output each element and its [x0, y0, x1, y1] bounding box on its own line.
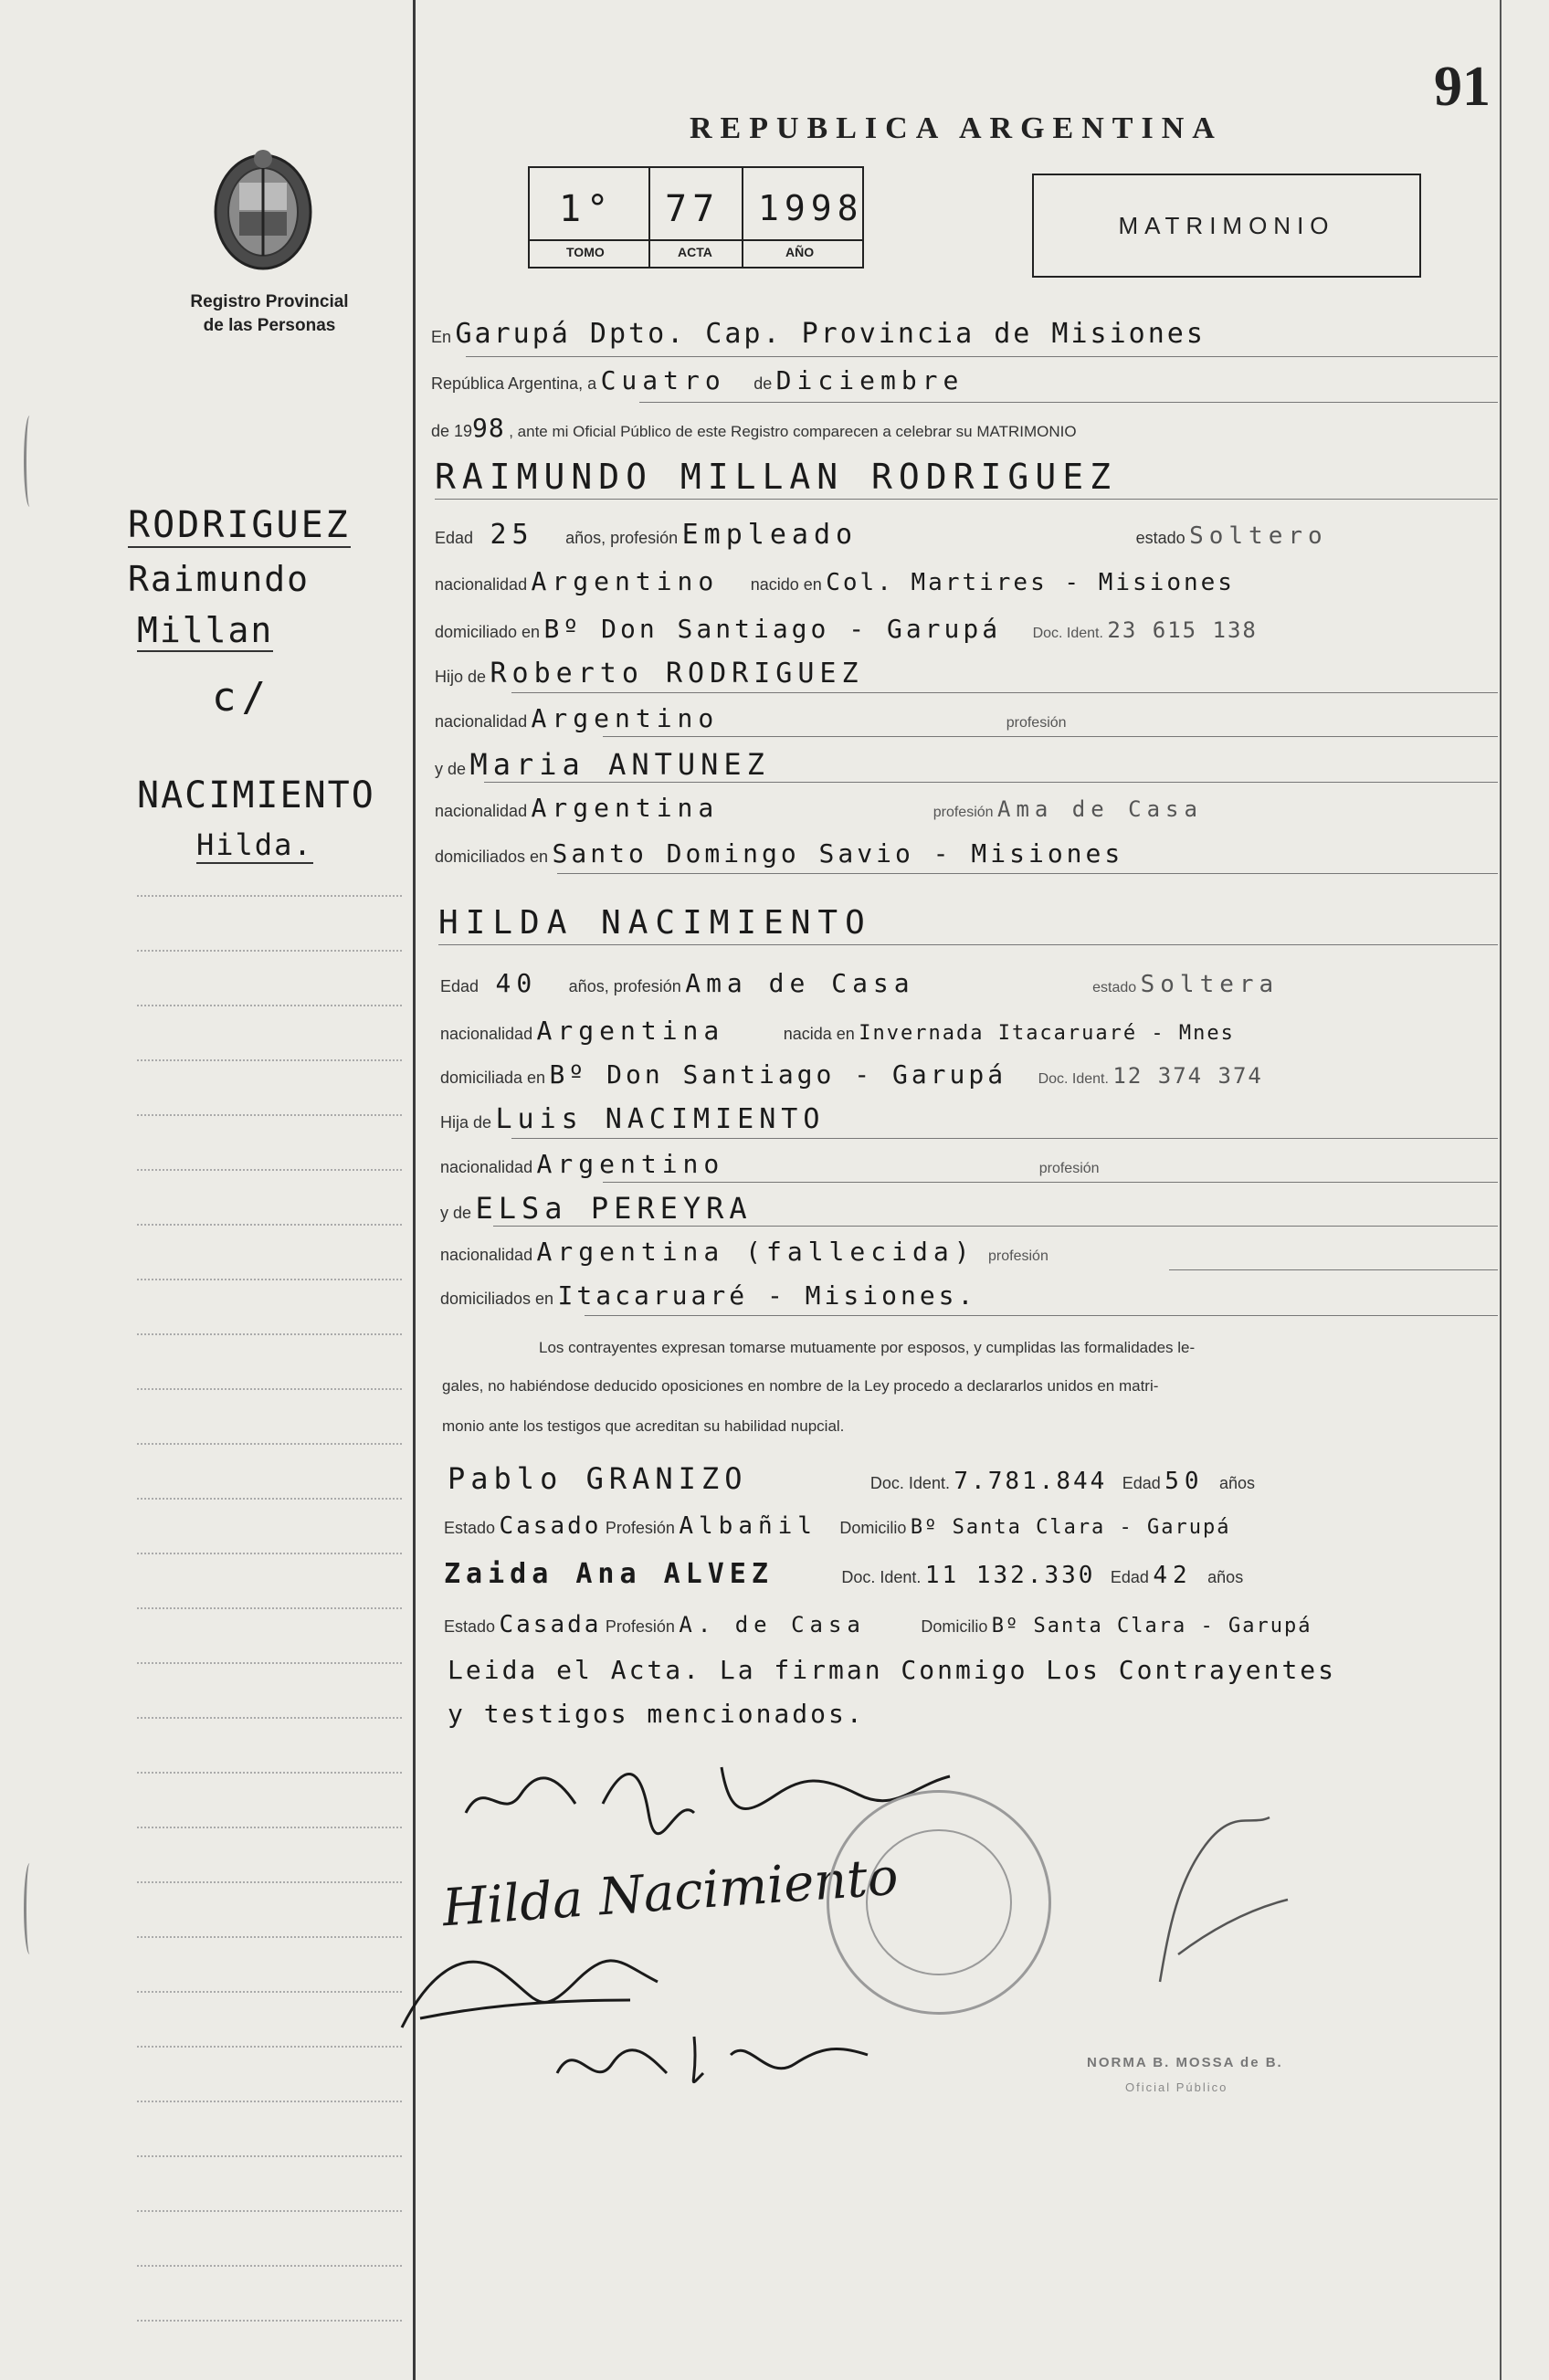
margin-bride-name: Hilda.	[196, 827, 313, 862]
coat-of-arms-icon	[208, 146, 318, 274]
label-en: En	[431, 328, 452, 346]
label-domicilio: domiciliada en	[440, 1069, 546, 1087]
label-nacionalidad: nacionalidad	[435, 802, 528, 820]
bride-row-address	[440, 1059, 1263, 1090]
margin-dotted-line	[137, 1553, 402, 1554]
groom-row-nationality	[435, 566, 1235, 596]
record-number-box	[528, 166, 864, 269]
margin-bride-surname: NACIMIENTO	[137, 774, 375, 816]
witness1-profession: Albañil	[679, 1512, 817, 1540]
fill-line	[557, 873, 1498, 874]
marriage-day: Cuatro	[600, 365, 726, 395]
margin-dotted-line	[137, 1717, 402, 1719]
bride-profession: Ama de Casa	[685, 968, 915, 998]
groom-father: Roberto RODRIGUEZ	[490, 658, 864, 690]
acta-cell	[650, 168, 743, 267]
marriage-month: Diciembre	[775, 365, 964, 395]
ano-cell	[743, 168, 864, 267]
witness1-row-name	[448, 1461, 1255, 1496]
label-estado: Estado	[444, 1617, 496, 1636]
label-domiciliados: domiciliados en	[435, 848, 549, 866]
bride-mother-nationality: Argentina (fallecida)	[536, 1237, 975, 1267]
intro-line-year	[431, 413, 1077, 443]
margin-dotted-line	[137, 1881, 402, 1883]
page-number: 91	[1434, 56, 1491, 118]
seal-inner-ring	[866, 1829, 1012, 1975]
bride-row-father	[440, 1103, 825, 1135]
groom-row-father-nat	[435, 703, 1067, 733]
declaration-line-1: Los contrayentes expresan tomarse mutuamente por esposos, y cumplidas las formalidades le-	[539, 1339, 1196, 1356]
label-anos: años	[1207, 1568, 1244, 1586]
fill-line	[1169, 1269, 1498, 1270]
groom-status: Soltero	[1189, 522, 1328, 550]
margin-secondname: Millan	[137, 610, 274, 650]
groom-mother-profession: Ama de Casa	[997, 796, 1203, 822]
witness1-status: Casado	[499, 1512, 602, 1540]
margin-dotted-line	[137, 2265, 402, 2267]
bride-row-mother	[440, 1191, 753, 1226]
label-de-19: de 19	[431, 422, 473, 440]
label-estado: estado	[1135, 529, 1185, 547]
groom-row-age	[435, 519, 1328, 551]
label-hija: Hija de	[440, 1113, 492, 1132]
bride-row-age	[440, 968, 1279, 998]
witness2-address: Bº Santa Clara - Garupá	[991, 1615, 1312, 1638]
groom-doc: 23 615 138	[1107, 617, 1258, 643]
label-doc: Doc. Ident.	[869, 1474, 950, 1492]
groom-name: RAIMUNDO MILLAN RODRIGUEZ	[435, 457, 1117, 497]
groom-row-mother	[435, 747, 770, 782]
witness2-row-details	[444, 1611, 1312, 1638]
margin-dotted-line	[137, 1279, 402, 1280]
label-domicilio: Domicilio	[921, 1617, 988, 1636]
agency-line1: Registro Provincial	[190, 292, 349, 311]
fill-line	[511, 692, 1498, 693]
label-ante: , ante mi Oficial Público de este Registro comparecen a celebrar su MATRIMONIO	[509, 423, 1077, 440]
label-y-de: y de	[440, 1204, 472, 1222]
groom-age: 25	[490, 519, 534, 551]
margin-dotted-line	[137, 950, 402, 952]
witness2-age: 42	[1153, 1562, 1193, 1589]
witness2-doc: 11 132.330	[924, 1562, 1096, 1589]
bride-age: 40	[495, 968, 538, 998]
margin-dotted-line	[137, 1772, 402, 1774]
label-profesion: Profesión	[605, 1519, 675, 1537]
label-edad: Edad	[440, 977, 479, 995]
groom-parents-address: Santo Domingo Savio - Misiones	[552, 838, 1124, 869]
margin-dotted-line	[137, 895, 402, 897]
fill-line	[585, 1315, 1498, 1316]
label-domicilio: domiciliado en	[435, 623, 541, 641]
groom-birthplace: Col. Martires - Misiones	[826, 569, 1235, 596]
margin-dotted-line	[137, 1607, 402, 1609]
label-nacionalidad: nacionalidad	[435, 575, 528, 594]
official-seal-name: NORMA B. MOSSA de B.	[1087, 2055, 1283, 2070]
margin-dotted-line	[137, 1662, 402, 1664]
box-divider	[530, 239, 862, 241]
margin-dotted-line	[137, 1224, 402, 1226]
intro-line-place	[431, 318, 1206, 350]
bride-father-nationality: Argentino	[536, 1149, 725, 1179]
fill-line	[438, 944, 1498, 945]
label-nacida: nacida en	[783, 1025, 855, 1043]
margin-dotted-line	[137, 2155, 402, 2157]
right-border	[1500, 0, 1502, 2380]
bride-status: Soltera	[1140, 971, 1280, 998]
fill-line	[435, 499, 1498, 500]
margin-connector: c/	[212, 674, 271, 721]
country-title: REPUBLICA ARGENTINA	[690, 111, 1223, 145]
witness2-signature	[548, 2018, 877, 2101]
margin-dotted-line	[137, 1005, 402, 1006]
margin-dotted-line	[137, 2320, 402, 2322]
groom-row-father	[435, 658, 864, 690]
fill-line	[603, 1182, 1498, 1183]
label-y-de: y de	[435, 760, 467, 778]
intro-line-date	[431, 365, 964, 395]
label-domicilio: Domicilio	[839, 1519, 907, 1537]
label-republica: República Argentina, a	[431, 374, 597, 393]
closing-line-2: y testigos mencionados.	[448, 1699, 865, 1729]
label-domiciliados: domiciliados en	[440, 1290, 554, 1308]
label-hijo: Hijo de	[435, 668, 487, 686]
margin-dotted-line	[137, 2210, 402, 2212]
fill-line	[466, 356, 1498, 357]
margin-dotted-line	[137, 1059, 402, 1061]
acta-value: 77	[665, 188, 721, 230]
fill-line	[603, 736, 1498, 737]
bride-name: HILDA NACIMIENTO	[438, 904, 872, 942]
ano-label: AÑO	[785, 245, 815, 259]
witness1-row-details	[444, 1512, 1231, 1540]
groom-mother: Maria ANTUNEZ	[469, 747, 770, 782]
bride-nationality: Argentina	[536, 1016, 725, 1046]
registro-type: MATRIMONIO	[1118, 211, 1335, 239]
label-nacido: nacido en	[750, 575, 822, 594]
marriage-place: Garupá Dpto. Cap. Provincia de Misiones	[455, 318, 1206, 350]
label-edad: Edad	[435, 529, 474, 547]
left-edge-mark	[24, 1863, 36, 1954]
label-doc: Doc. Ident.	[1032, 626, 1103, 641]
label-de: de	[753, 374, 773, 393]
bride-row-father-nat	[440, 1149, 1100, 1179]
bride-birthplace: Invernada Itacaruaré - Mnes	[859, 1022, 1235, 1045]
groom-nationality: Argentino	[531, 566, 720, 596]
groom-address: Bº Don Santiago - Garupá	[543, 614, 1002, 644]
tomo-cell	[530, 168, 650, 267]
label-doc: Doc. Ident.	[1038, 1071, 1109, 1087]
groom-row-mother-nat	[435, 793, 1203, 823]
label-anos: años	[1219, 1474, 1256, 1492]
groom-mother-nationality: Argentina	[531, 793, 720, 823]
margin-dotted-line	[137, 1498, 402, 1500]
bride-doc: 12 374 374	[1112, 1063, 1263, 1089]
margin-dotted-line	[137, 1443, 402, 1445]
official-seal-icon	[827, 1790, 1051, 2015]
closing-line-1: Leida el Acta. La firman Conmigo Los Contrayentes	[448, 1655, 1337, 1685]
witness2-name: Zaida Ana ALVEZ	[444, 1558, 774, 1590]
groom-profession: Empleado	[681, 519, 859, 551]
label-profesion: profesión	[1006, 715, 1067, 731]
margin-surname: RODRIGUEZ	[128, 504, 351, 546]
witness2-row-name	[444, 1558, 1243, 1590]
witness1-address: Bº Santa Clara - Garupá	[910, 1516, 1231, 1539]
groom-father-nationality: Argentino	[531, 703, 720, 733]
label-nacionalidad: nacionalidad	[440, 1025, 533, 1043]
label-profesion: años, profesión	[565, 529, 679, 547]
ano-value: 1998	[758, 188, 864, 228]
label-profesion: profesión	[988, 1248, 1048, 1264]
bride-father: Luis NACIMIENTO	[495, 1103, 826, 1135]
acta-label: ACTA	[678, 245, 712, 259]
witness1-age: 50	[1164, 1468, 1205, 1495]
declaration-line-3: monio ante los testigos que acreditan su habilidad nupcial.	[442, 1417, 845, 1435]
margin-dotted-line	[137, 1827, 402, 1828]
marriage-year: 98	[472, 413, 505, 443]
tomo-label: TOMO	[566, 245, 605, 259]
label-profesion: Profesión	[605, 1617, 675, 1636]
margin-firstname: Raimundo	[128, 559, 311, 599]
fill-line	[511, 1138, 1498, 1139]
label-estado: estado	[1092, 980, 1137, 995]
label-profesion: profesión	[1038, 1161, 1100, 1176]
bride-address: Bº Don Santiago - Garupá	[549, 1059, 1007, 1090]
label-nacionalidad: nacionalidad	[435, 712, 528, 731]
margin-dotted-line	[137, 1169, 402, 1171]
margin-dotted-line	[137, 1333, 402, 1335]
bride-row-parents-address	[440, 1280, 976, 1311]
label-edad: Edad	[1110, 1568, 1149, 1586]
label-nacionalidad: nacionalidad	[440, 1158, 533, 1176]
margin-dotted-line	[137, 1114, 402, 1116]
label-estado: Estado	[444, 1519, 496, 1537]
bride-signature: Hilda Nacimiento	[440, 1847, 901, 1939]
witness2-profession: A. de Casa	[679, 1612, 866, 1638]
margin-dotted-line	[137, 2046, 402, 2048]
margin-dotted-line	[137, 2101, 402, 2102]
agency-name	[164, 290, 374, 338]
fill-line	[493, 1226, 1498, 1227]
official-seal-title: Oficial Público	[1125, 2080, 1228, 2094]
label-nacionalidad: nacionalidad	[440, 1246, 533, 1264]
margin-dotted-line	[137, 1991, 402, 1993]
groom-row-parents-address	[435, 838, 1123, 869]
fill-line	[484, 782, 1498, 783]
witness1-name: Pablo GRANIZO	[448, 1461, 748, 1496]
bride-row-nationality	[440, 1016, 1235, 1046]
margin-dotted-line	[137, 1388, 402, 1390]
bride-mother: ELSa PEREYRA	[475, 1191, 753, 1226]
tomo-value: 1°	[559, 188, 615, 230]
label-doc: Doc. Ident.	[841, 1568, 922, 1586]
bride-row-mother-nat	[440, 1237, 1048, 1267]
left-edge-mark	[24, 416, 36, 507]
label-profesion: años, profesión	[568, 977, 681, 995]
margin-dotted-line	[137, 1936, 402, 1938]
agency-line2: de las Personas	[203, 316, 336, 335]
fill-line	[639, 402, 1498, 403]
label-profesion: profesión	[933, 805, 994, 820]
witness1-doc: 7.781.844	[954, 1468, 1108, 1495]
bride-parents-address: Itacaruaré - Misiones.	[557, 1280, 977, 1311]
label-edad: Edad	[1122, 1474, 1161, 1492]
witness2-status: Casada	[499, 1611, 602, 1638]
declaration-line-2: gales, no habiéndose deducido oposiciones en nombre de la Ley procedo a declararlos unidos en matri-	[442, 1377, 1159, 1395]
registro-type-box	[1032, 174, 1421, 278]
official-signature	[1123, 1808, 1306, 1991]
groom-row-address	[435, 614, 1258, 644]
